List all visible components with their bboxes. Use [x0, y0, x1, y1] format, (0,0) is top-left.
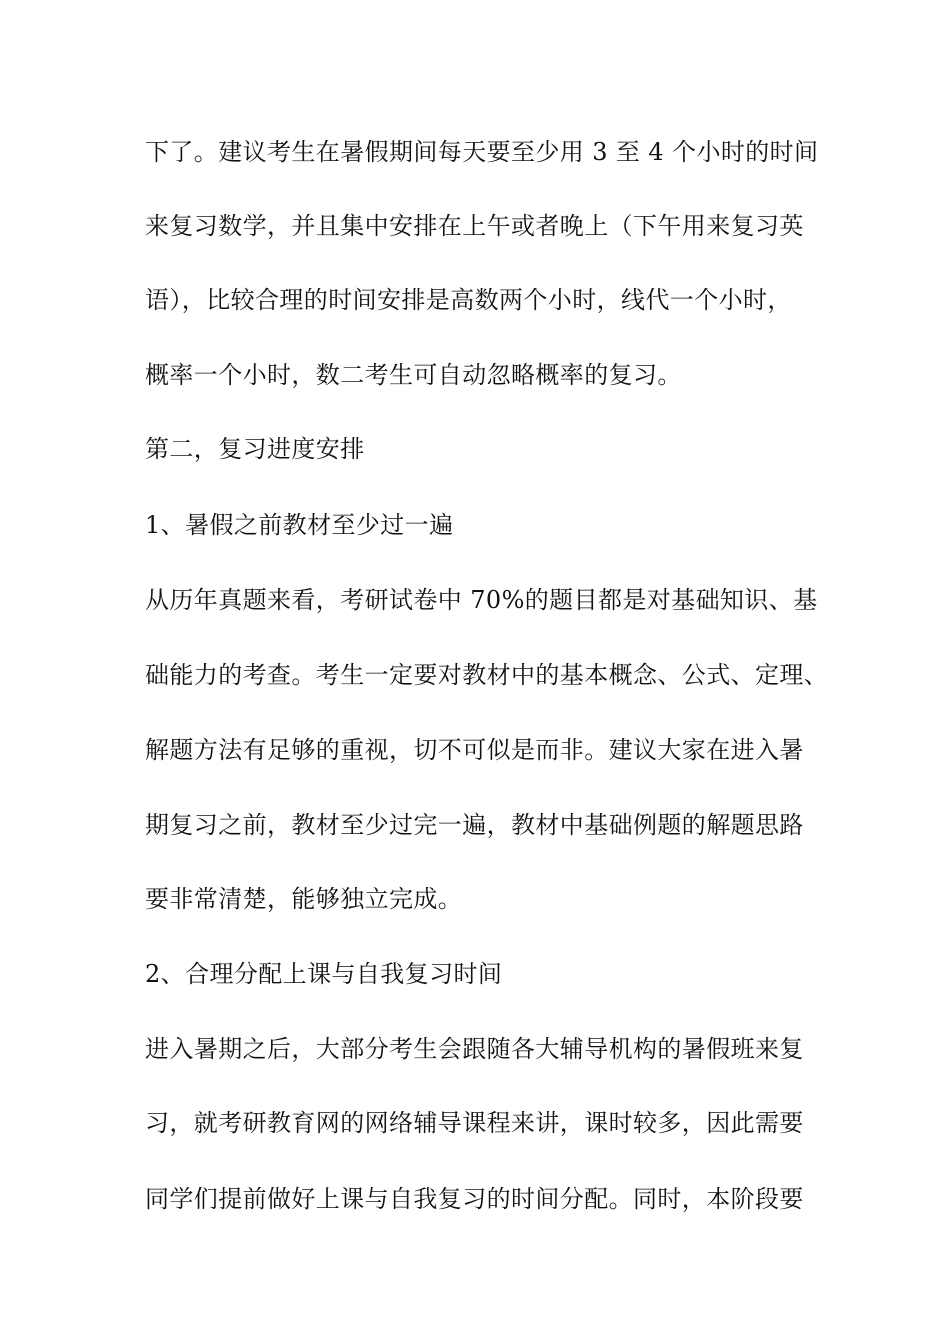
paragraph-line: 同学们提前做好上课与自我复习的时间分配。同时，本阶段要: [145, 1185, 804, 1213]
paragraph-line: 解题方法有足够的重视，切不可似是而非。建议大家在进入暑: [145, 736, 804, 764]
paragraph-line: 进入暑期之后，大部分考生会跟随各大辅导机构的暑假班来复: [145, 1035, 804, 1063]
paragraph-line: 来复习数学，并且集中安排在上午或者晚上（下午用来复习英: [145, 212, 804, 240]
section-heading: 第二，复习进度安排: [145, 435, 365, 463]
paragraph-line: 础能力的考查。考生一定要对教材中的基本概念、公式、定理、: [145, 661, 829, 689]
subsection-heading: 2、合理分配上课与自我复习时间: [145, 960, 503, 988]
paragraph-line: 要非常清楚，能够独立完成。: [145, 885, 463, 913]
paragraph-line: 从历年真题来看，考研试卷中 70%的题目都是对基础知识、基: [145, 586, 818, 614]
paragraph-line: 习，就考研教育网的网络辅导课程来讲，课时较多，因此需要: [145, 1109, 804, 1137]
paragraph-line: 下了。建议考生在暑假期间每天要至少用 3 至 4 个小时的时间: [145, 138, 819, 166]
paragraph-line: 期复习之前，教材至少过完一遍，教材中基础例题的解题思路: [145, 811, 804, 839]
paragraph-line: 语），比较合理的时间安排是高数两个小时，线代一个小时，: [145, 286, 792, 314]
paragraph-line: 概率一个小时，数二考生可自动忽略概率的复习。: [145, 361, 682, 389]
subsection-heading: 1、暑假之前教材至少过一遍: [145, 511, 454, 539]
